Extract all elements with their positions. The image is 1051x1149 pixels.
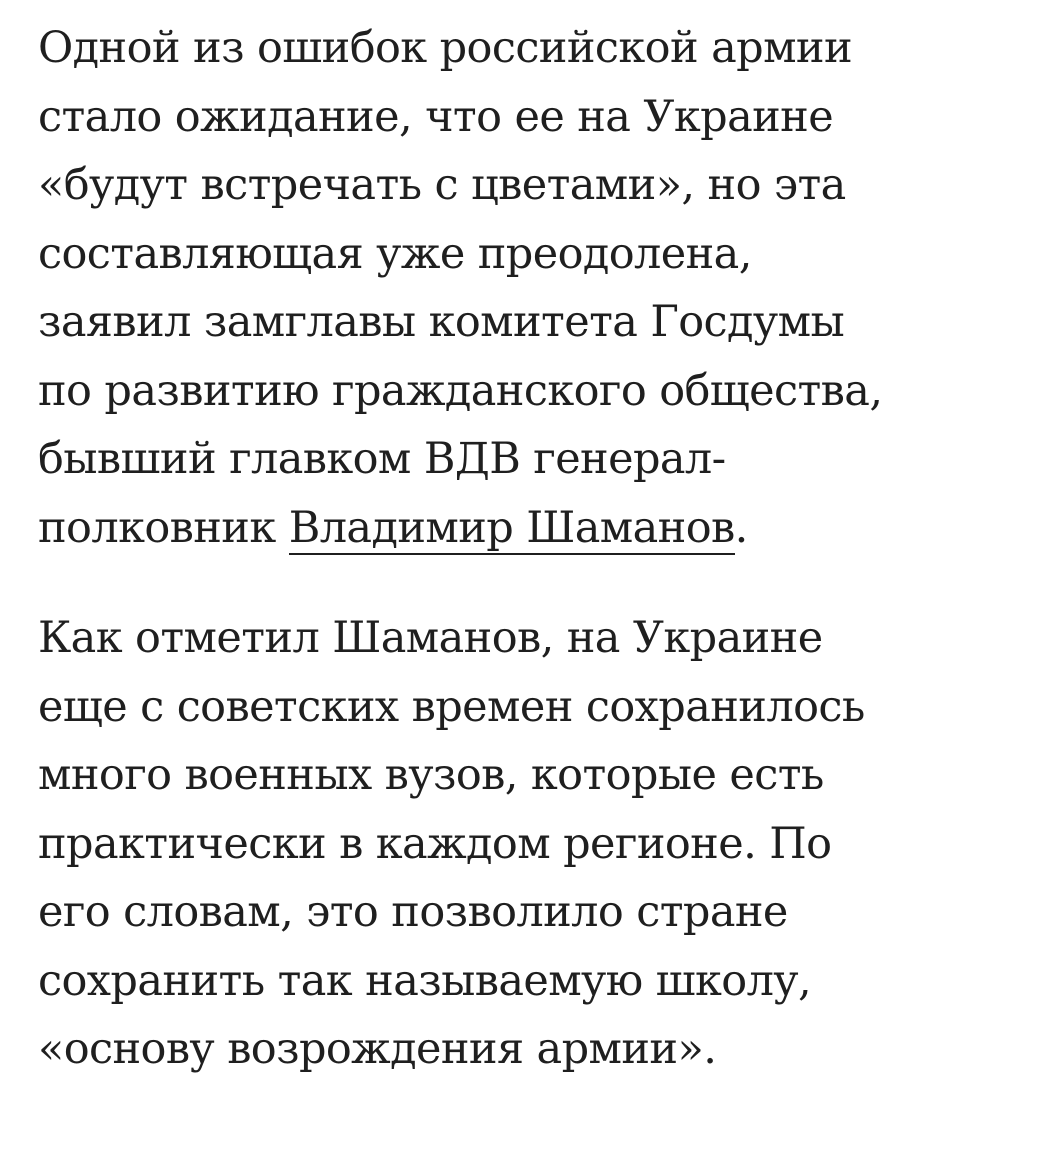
paragraph-1 (38, 14, 1028, 562)
text-line: «основу возрождения армии». (38, 1024, 717, 1074)
person-link[interactable]: Владимир Шаманов (288, 502, 735, 553)
text-line: заявил замглавы комитета Госдумы (38, 297, 845, 347)
text-line: Как отметил Шаманов, на Украине (38, 613, 823, 663)
paragraph-2 (38, 604, 1028, 1084)
article-body (38, 14, 1028, 1084)
text-line: его словам, это позволило стране (38, 887, 788, 937)
text-line: еще с советских времен сохранилось (38, 681, 865, 732)
text-line-with-link (38, 494, 1028, 563)
text-line: много военных вузов, которые есть (38, 750, 824, 800)
text-line: бывший главком ВДВ генерал- (38, 434, 726, 484)
text-prefix: полковник (38, 502, 289, 553)
text-suffix: . (734, 502, 748, 553)
text-line: по развитию гражданского общества, (38, 365, 883, 416)
text-line: стало ожидание, что ее на Украине (38, 91, 834, 142)
text-line: практически в каждом регионе. По (38, 818, 832, 869)
text-line: составляющая уже преодолена, (38, 228, 752, 279)
text-line: Одной из ошибок российской армии (38, 23, 853, 73)
text-line: сохранить так называемую школу, (38, 955, 812, 1006)
text-line: «будут встречать с цветами», но эта (38, 160, 846, 210)
